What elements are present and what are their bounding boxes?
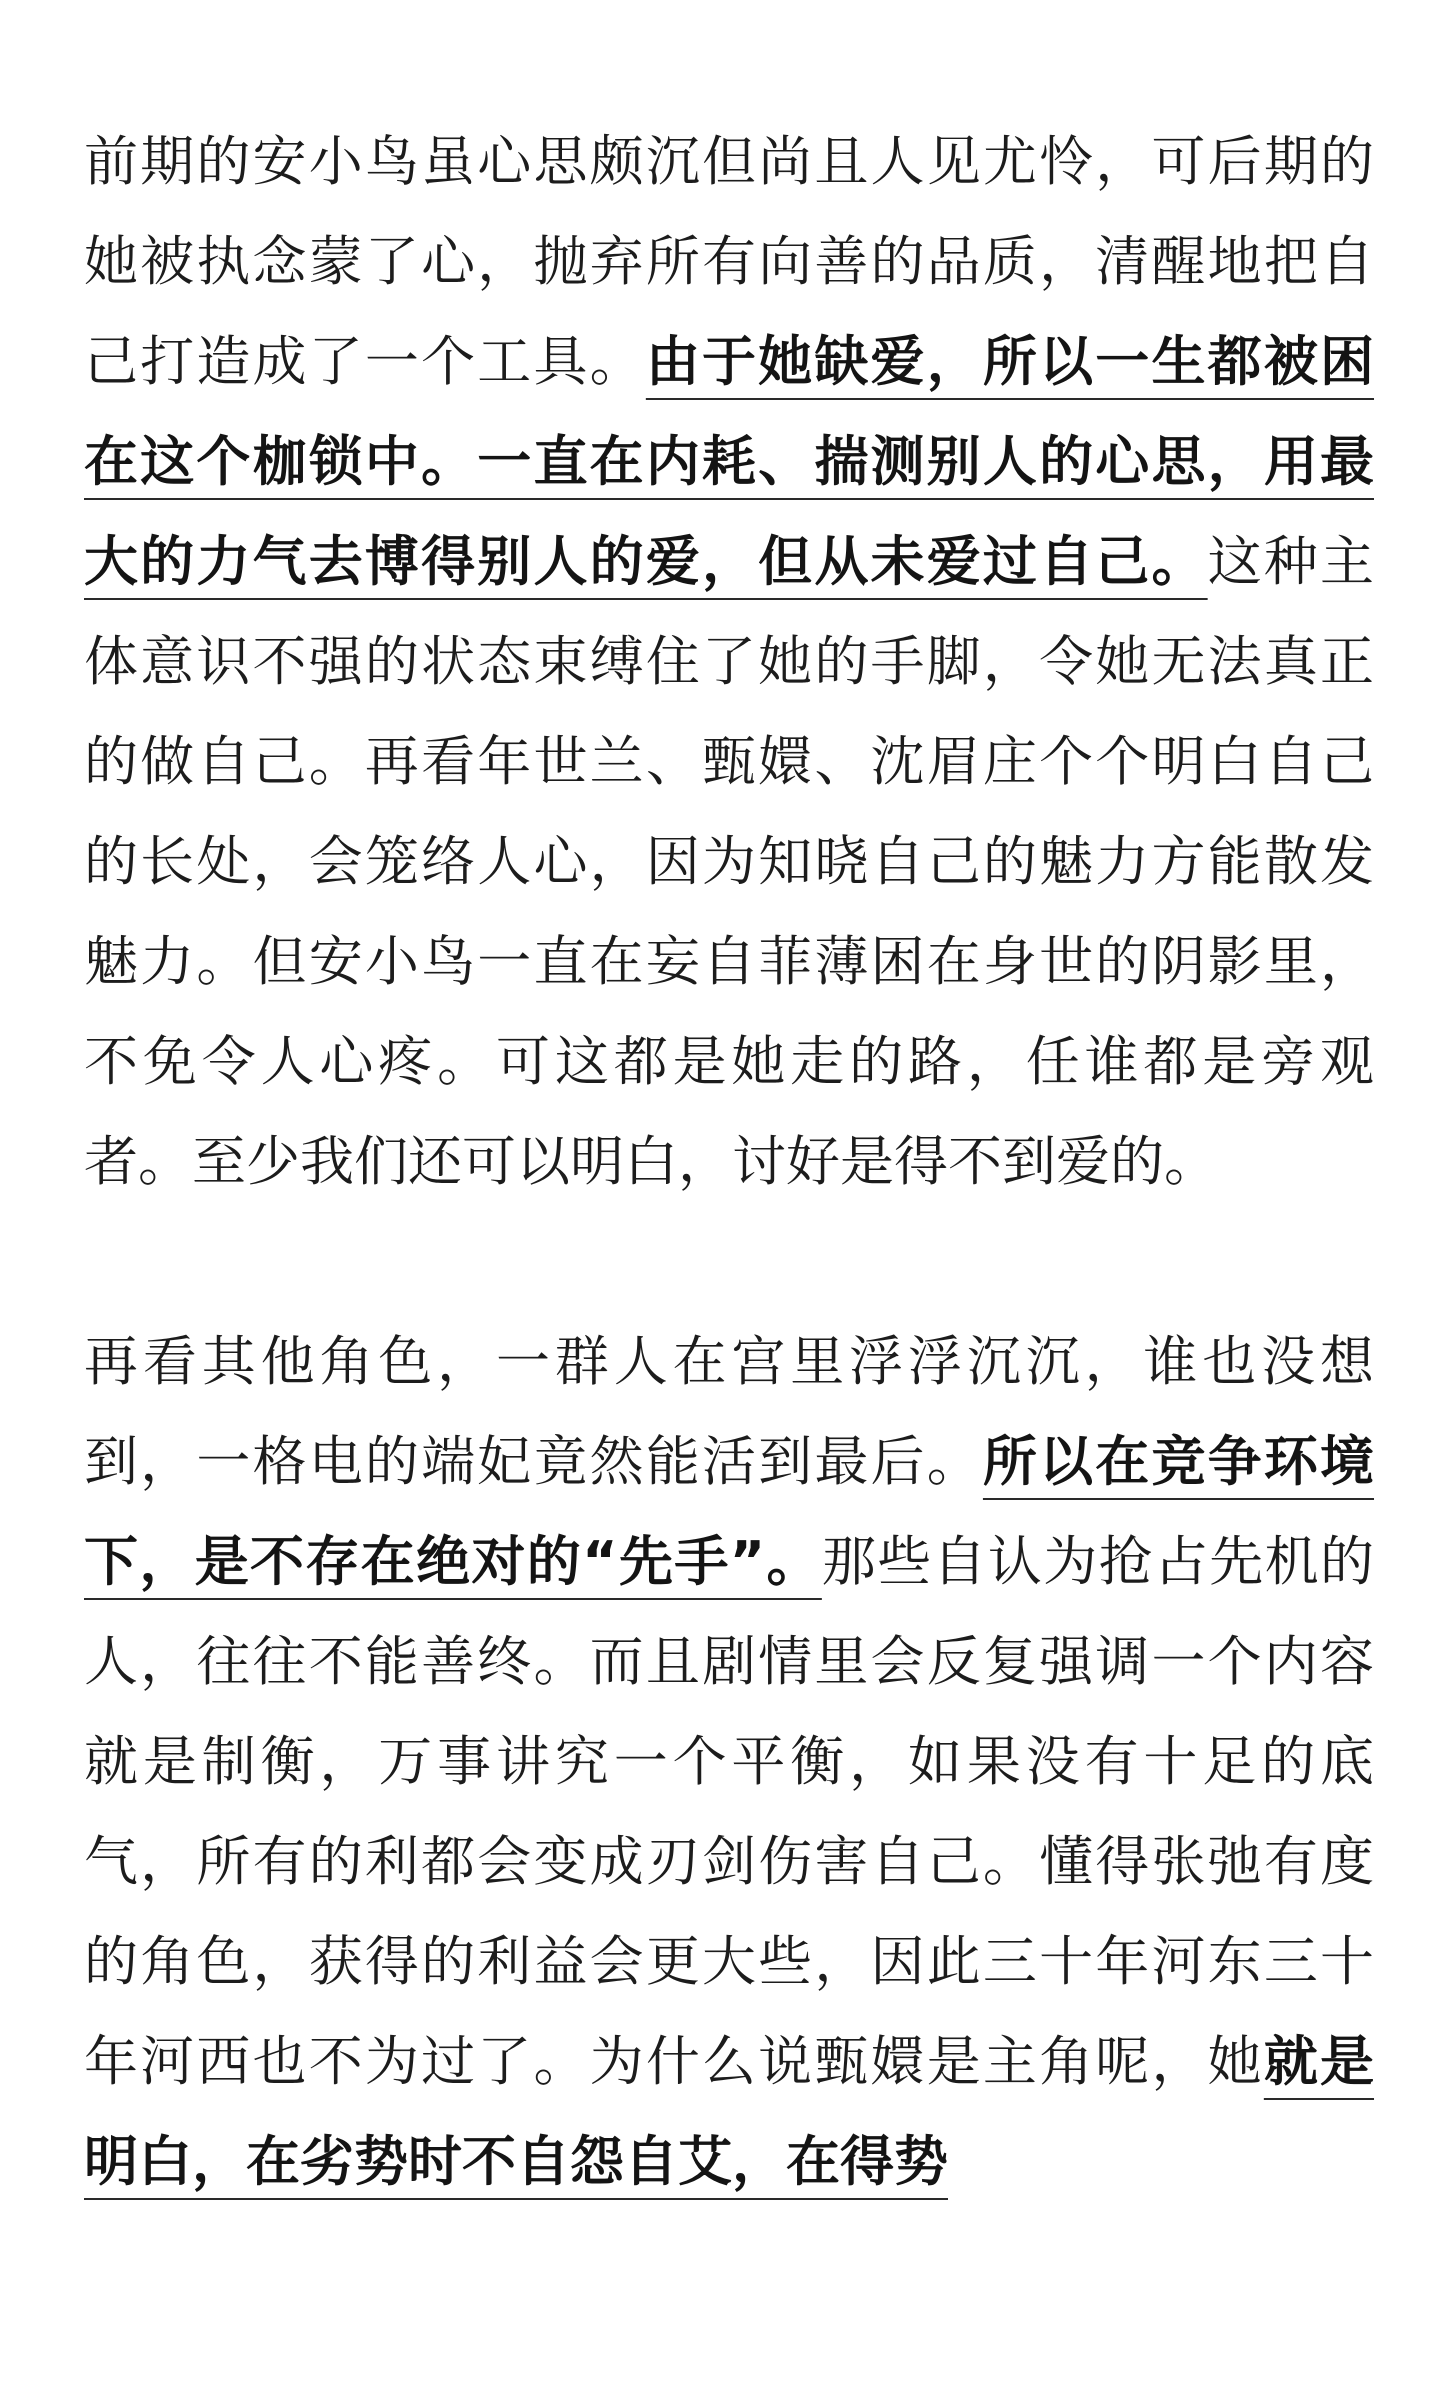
highlighted-text: 所以在竞争环境下，是不存在绝对的“先手”。 (84, 1430, 1375, 1593)
paragraph-1 (84, 112, 1374, 1212)
paragraph-1-text: 前期的安小鸟虽心思颇沉但尚且人见尤怜，可后期的她被执念蒙了心，抛弃所有向善的品质，清醒地把自己打造成了一个工具。 (84, 130, 1374, 393)
article-body (84, 112, 1374, 2212)
paragraph-1-text-continued: 这种主体意识不强的状态束缚住了她的手脚，令她无法真正的做自己。再看年世兰、甄嬛、沈眉庄个个明白自己的长处，会笼络人心，因为知晓自己的魅力方能散发魅力。但安小鸟一直在妄自菲薄困在身世的阴影里，不免令人心疼。可这都是她走的路，任谁都是旁观者。至少我们还可以明白，讨好是得不到爱的。 (84, 530, 1375, 1193)
paragraph-2 (84, 1312, 1374, 2212)
paragraph-2-text-continued: 那些自认为抢占先机的人，往往不能善终。而且剧情里会反复强调一个内容就是制衡，万事讲究一个平衡，如果没有十足的底气，所有的利都会变成刃剑伤害自己。懂得张弛有度的角色，获得的利益会更大些，因此三十年河东三十年河西也不为过了。为什么说甄嬛是主角呢，她 (84, 1530, 1374, 2093)
highlighted-text: 由于她缺爱，所以一生都被困在这个枷锁中。一直在内耗、揣测别人的心思，用最大的力气去博得别人的爱，但从未爱过自己。 (84, 330, 1375, 593)
highlighted-text: 就是明白，在劣势时不自怨自艾，在得势 (84, 2030, 1375, 2193)
paragraph-2-text: 再看其他角色，一群人在宫里浮浮沉沉，谁也没想到，一格电的端妃竟然能活到最后。 (84, 1330, 1374, 1493)
